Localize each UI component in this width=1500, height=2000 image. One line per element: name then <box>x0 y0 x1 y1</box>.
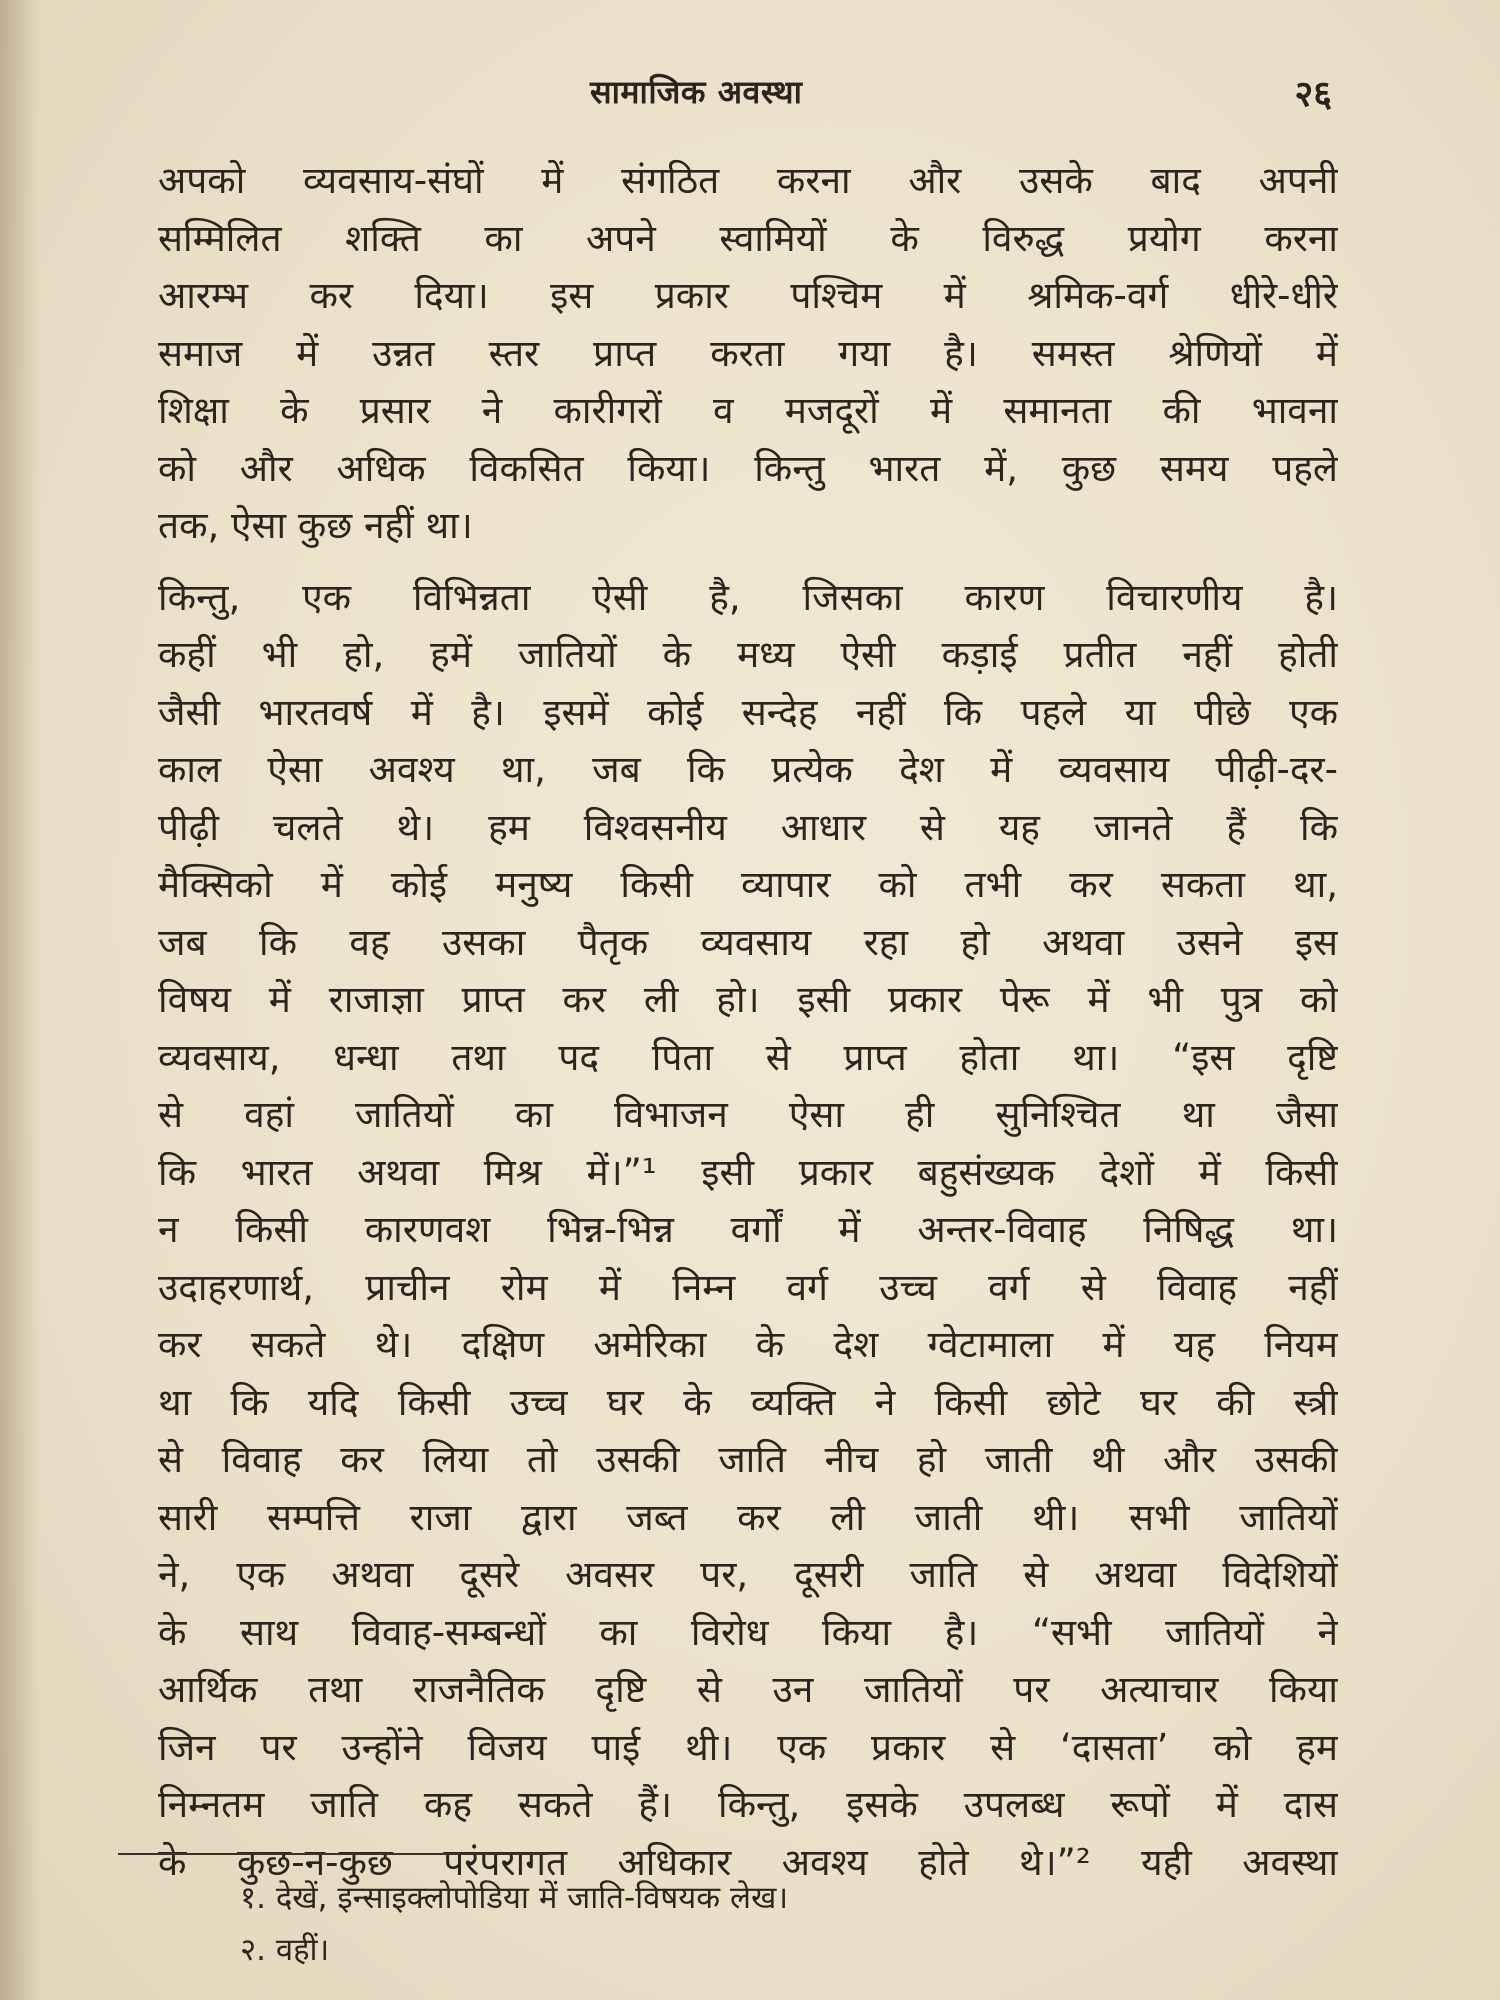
text-line: किन्तु, एक विभिन्नता ऐसी है, जिसका कारण विचारणीय है। <box>158 575 1338 619</box>
text-line: कि भारत अथवा मिश्र में।”¹ इसी प्रकार बहुसंख्यक देशों में किसी <box>158 1150 1338 1194</box>
text-line: न किसी कारणवश भिन्न-भिन्न वर्गों में अन्तर-विवाह निषिद्ध था। <box>158 1208 1338 1251</box>
paragraph-2 <box>158 569 1338 1892</box>
text-line: जब कि वह उसका पैतृक व्यवसाय रहा हो अथवा उसने इस <box>158 920 1338 964</box>
paragraph-1 <box>158 152 1338 555</box>
page-gutter-shadow <box>0 0 40 2000</box>
running-header <box>0 62 1500 122</box>
text-line: को और अधिक विकसित किया। किन्तु भारत में, कुछ समय पहले <box>158 446 1338 490</box>
text-line: समाज में उन्नत स्तर प्राप्त करता गया है। समस्त श्रेणियों में <box>158 331 1338 375</box>
body-text <box>158 152 1338 1891</box>
text-line: पीढ़ी चलते थे। हम विश्वसनीय आधार से यह जानते हैं कि <box>158 805 1338 849</box>
text-line: से वहां जातियों का विभाजन ऐसा ही सुनिश्चित था जैसा <box>158 1093 1338 1136</box>
text-line: निम्नतम जाति कह सकते हैं। किन्तु, इसके उपलब्ध रूपों में दास <box>158 1783 1338 1826</box>
paragraph-gap <box>158 555 1338 569</box>
text-line: कर सकते थे। दक्षिण अमेरिका के देश ग्वेटामाला में यह नियम <box>158 1323 1338 1366</box>
text-line: सम्मिलित शक्ति का अपने स्वामियों के विरुद्ध प्रयोग करना <box>158 216 1338 260</box>
text-line: आरम्भ कर दिया। इस प्रकार पश्चिम में श्रमिक-वर्ग धीरे-धीरे <box>158 274 1338 317</box>
footnote-divider <box>118 1853 548 1855</box>
page-number: २६ <box>1294 74 1332 115</box>
text-line: ने, एक अथवा दूसरे अवसर पर, दूसरी जाति से अथवा विदेशियों <box>158 1553 1338 1596</box>
text-line: काल ऐसा अवश्य था, जब कि प्रत्येक देश में व्यवसाय पीढ़ी-दर- <box>158 748 1338 791</box>
running-title: सामाजिक अवस्था <box>590 73 803 111</box>
text-line: के कुछ-न-कुछ परंपरागत अधिकार अवश्य होते थे।”² यही अवस्था <box>158 1840 1338 1884</box>
text-line: जिन पर उन्होंने विजय पाई थी। एक प्रकार से ‘दासता’ को हम <box>158 1725 1338 1769</box>
text-line: कहीं भी हो, हमें जातियों के मध्य ऐसी कड़ाई प्रतीत नहीं होती <box>158 633 1338 676</box>
text-line: आर्थिक तथा राजनैतिक दृष्टि से उन जातियों पर अत्याचार किया <box>158 1668 1338 1711</box>
text-line: तक, ऐसा कुछ नहीं था। <box>158 504 473 547</box>
text-line: शिक्षा के प्रसार ने कारीगरों व मजदूरों में समानता की भावना <box>158 389 1338 432</box>
text-line: व्यवसाय, धन्धा तथा पद पिता से प्राप्त होता था। “इस दृष्टि <box>158 1035 1338 1079</box>
footnote-2: २. वहीं। <box>240 1932 330 1968</box>
text-line: अपको व्यवसाय-संघों में संगठित करना और उसके बाद अपनी <box>158 159 1338 202</box>
text-line: विषय में राजाज्ञा प्राप्त कर ली हो। इसी प्रकार पेरू में भी पुत्र को <box>158 978 1338 1021</box>
footnotes <box>240 1872 1240 1976</box>
text-line: था कि यदि किसी उच्च घर के व्यक्ति ने किसी छोटे घर की स्त्री <box>158 1380 1338 1424</box>
footnote-1: १. देखें, इन्साइक्लोपोडिया में जाति-विषयक लेख। <box>240 1880 789 1916</box>
text-line: मैक्सिको में कोई मनुष्य किसी व्यापार को तभी कर सकता था, <box>158 863 1338 906</box>
text-line: से विवाह कर लिया तो उसकी जाति नीच हो जाती थी और उसकी <box>158 1438 1338 1481</box>
text-line: सारी सम्पत्ति राजा द्वारा जब्त कर ली जाती थी। सभी जातियों <box>158 1495 1338 1539</box>
text-line: जैसी भारतवर्ष में है। इसमें कोई सन्देह नहीं कि पहले या पीछे एक <box>158 690 1338 734</box>
text-line: उदाहरणार्थ, प्राचीन रोम में निम्न वर्ग उच्च वर्ग से विवाह नहीं <box>158 1265 1338 1309</box>
text-line: के साथ विवाह-सम्बन्धों का विरोध किया है। “सभी जातियों ने <box>158 1610 1338 1654</box>
